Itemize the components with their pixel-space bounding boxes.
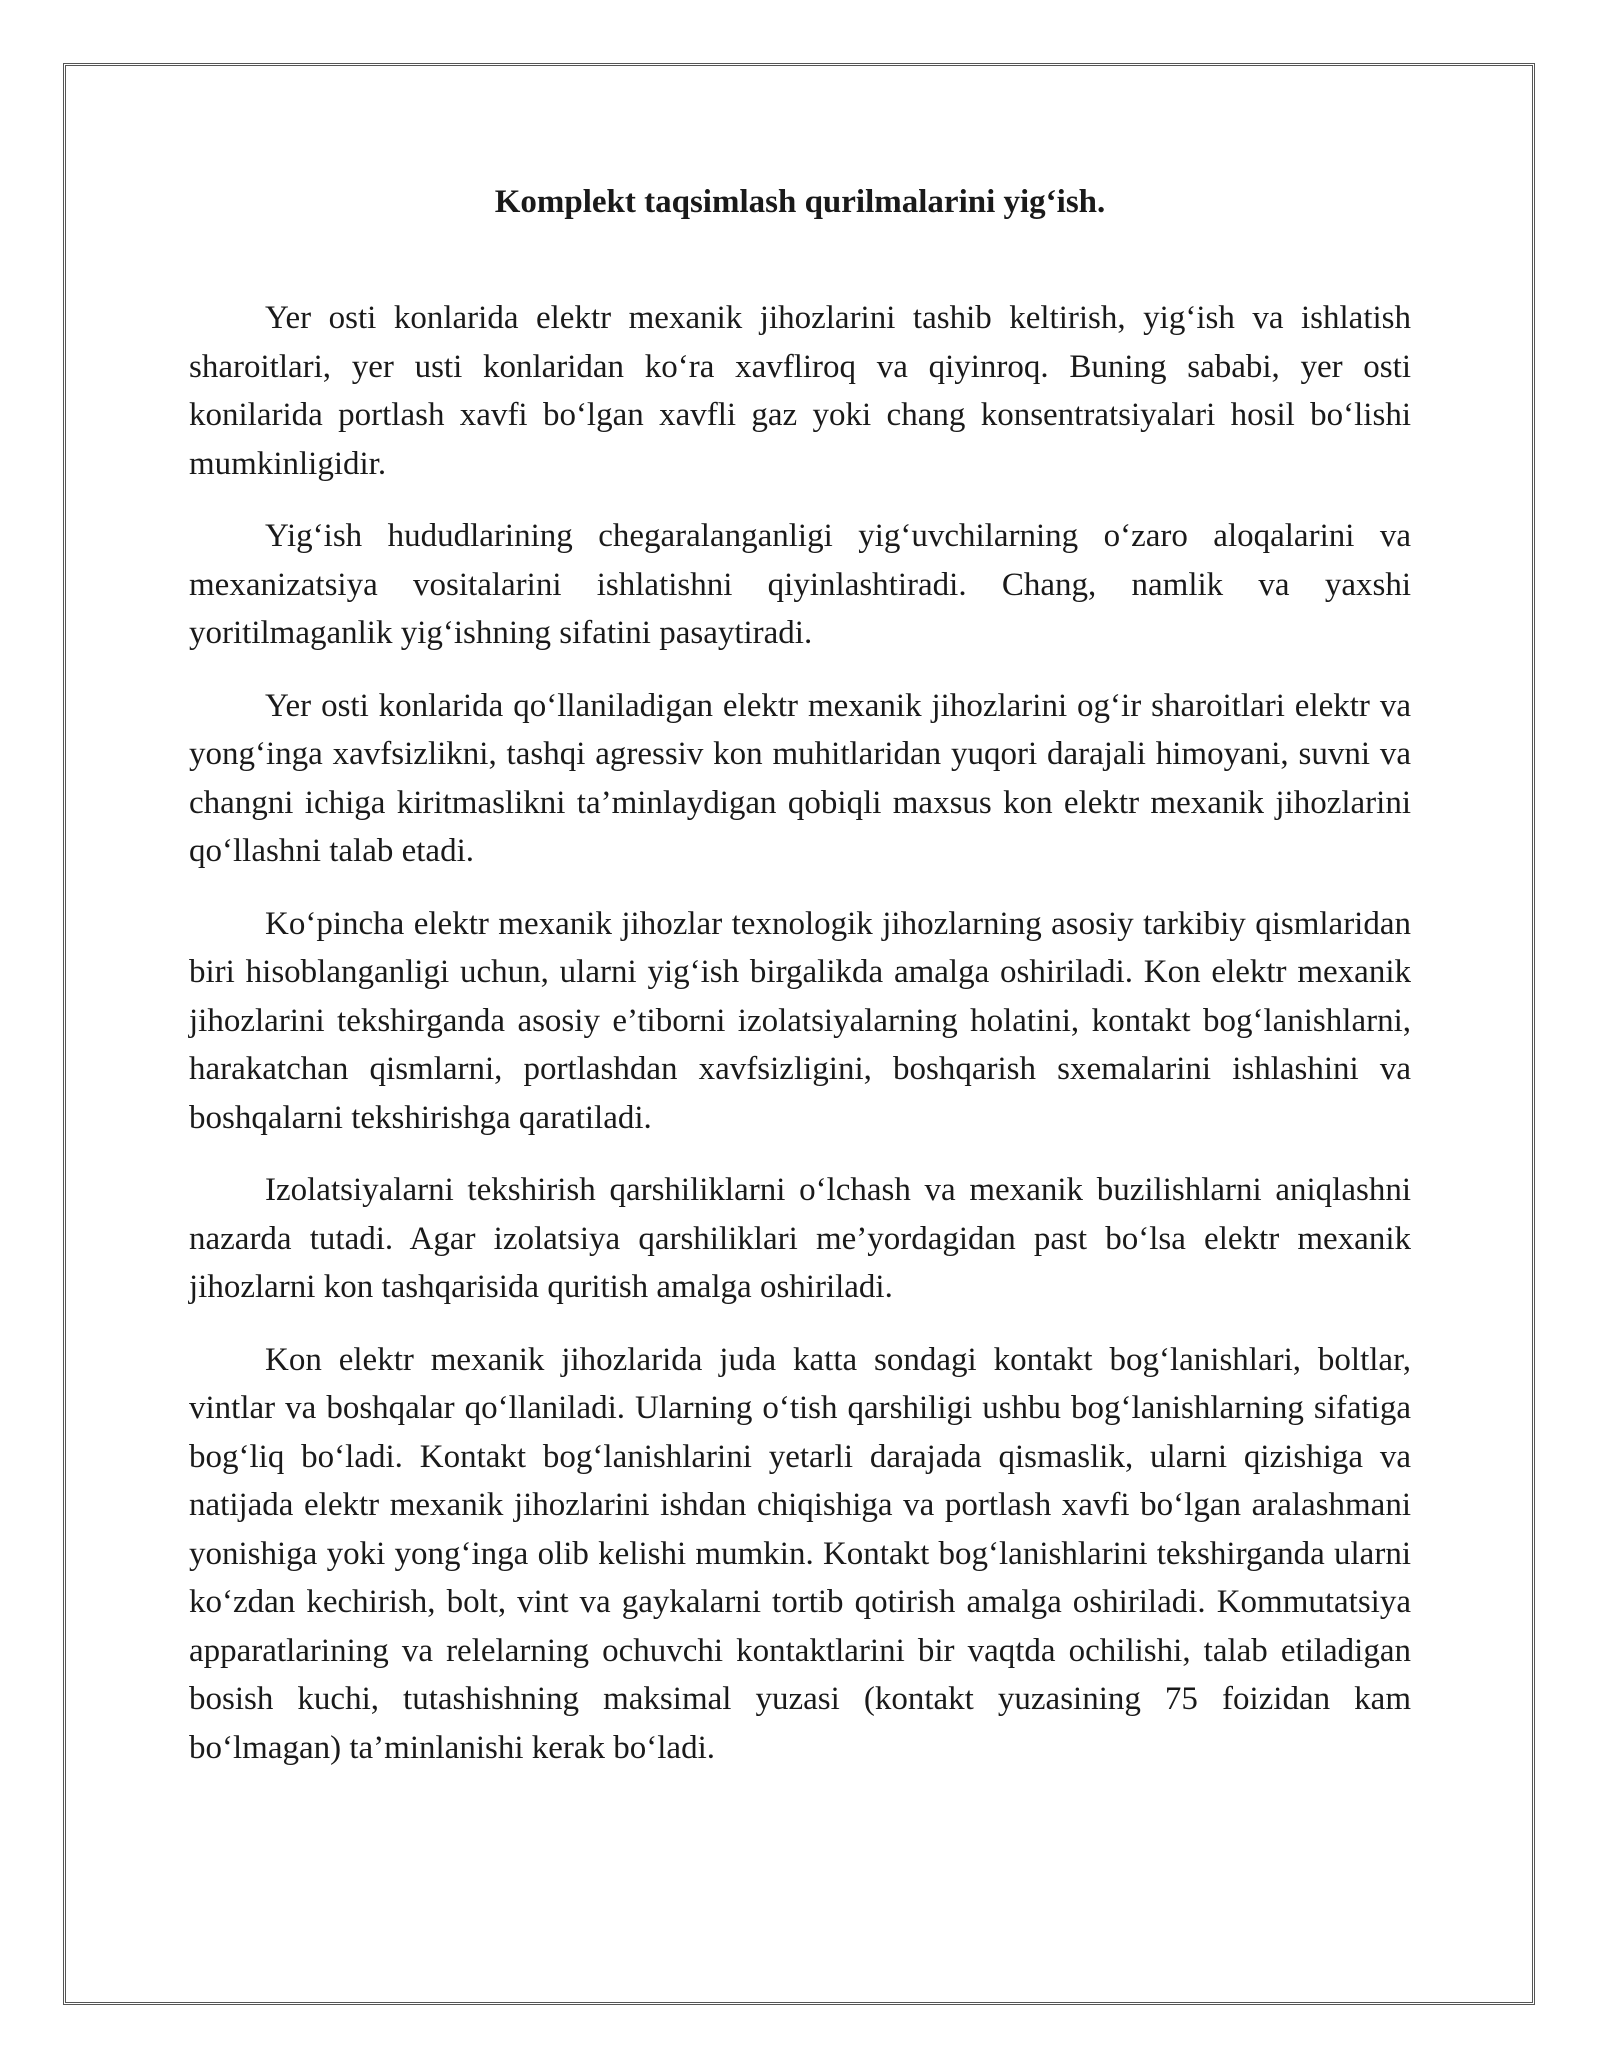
document-title: Komplekt taqsimlash qurilmalarini yig‘ish.: [494, 184, 1106, 220]
paragraph-4: Ko‘pincha elektr mexanik jihozlar texnologik jihozlarning asosiy tarkibiy qismlaridan biri hisoblanganligi uchun, ularni yig‘ish birgalikda amalga oshiriladi. Kon elektr mexanik jihozlarini tekshirganda asosiy e’tiborni izolatsiyalarning holatini, kontakt bog‘lanishlarni, harakatchan qismlarni, portlashdan xavfsizligini, boshqarish sxemalarini ishlashini va boshqalarni tekshirishga qaratiladi.: [189, 905, 1411, 1136]
paragraph-6: Kon elektr mexanik jihozlarida juda katta sondagi kontakt bog‘lanishlari, boltlar, vintlar va boshqalar qo‘llaniladi. Ularning o‘tish qarshiligi ushbu bog‘lanishlarning sifatiga bog‘liq bo‘ladi. Kontakt bog‘lanishlarini yetarli darajada qismaslik, ularni qizishiga va natijada elektr mexanik jihozlarini ishdan chiqishiga va portlash xavfi bo‘lgan aralashmani yonishiga yoki yong‘inga olib kelishi mumkin. Kontakt bog‘lanishlarini tekshirganda ularni ko‘zdan kechirish, bolt, vint va gaykalarni tortib qotirish amalga oshiriladi. Kommutatsiya apparatlarining va relelarning ochuvchi kontaktlarini bir vaqtda ochilishi, talab etiladigan bosish kuchi, tutashishning maksimal yuzasi (kontakt yuzasining 75 foizidan kam bo‘lmagan) ta’minlanishi kerak bo‘ladi.: [189, 1341, 1411, 1766]
paragraph-5: Izolatsiyalarni tekshirish qarshiliklarni o‘lchash va mexanik buzilishlarni aniqlashni nazarda tutadi. Agar izolatsiya qarshiliklari me’yordagidan past bo‘lsa elektr mexanik jihozlarni kon tashqarisida quritish amalga oshiriladi.: [189, 1172, 1411, 1305]
paragraph-2: Yig‘ish hududlarining chegaralanganligi yig‘uvchilarning o‘zaro aloqalarini va mexanizatsiya vositalarini ishlatishni qiyinlashtiradi. Chang, namlik va yaxshi yoritilmaganlik yig‘ishning sifatini pasaytiradi.: [189, 518, 1411, 651]
paragraph-3: Yer osti konlarida qo‘llaniladigan elektr mexanik jihozlarini og‘ir sharoitlari elektr va yong‘inga xavfsizlikni, tashqi agressiv kon muhitlaridan yuqori darajali himoyani, suvni va changni ichiga kiritmaslikni ta’minlaydigan qobiqli maxsus kon elektr mexanik jihozlarini qo‘llashni talab etadi.: [189, 687, 1411, 869]
paragraph-1: Yer osti konlarida elektr mexanik jihozlarini tashib keltirish, yig‘ish va ishlatish sharoitlari, yer usti konlaridan ko‘ra xavfliroq va qiyinroq. Buning sababi, yer osti konilarida portlash xavfi bo‘lgan xavfli gaz yoki chang konsentratsiyalari hosil bo‘lishi mumkinligidir.: [189, 300, 1411, 482]
document-body: [189, 180, 1411, 1796]
